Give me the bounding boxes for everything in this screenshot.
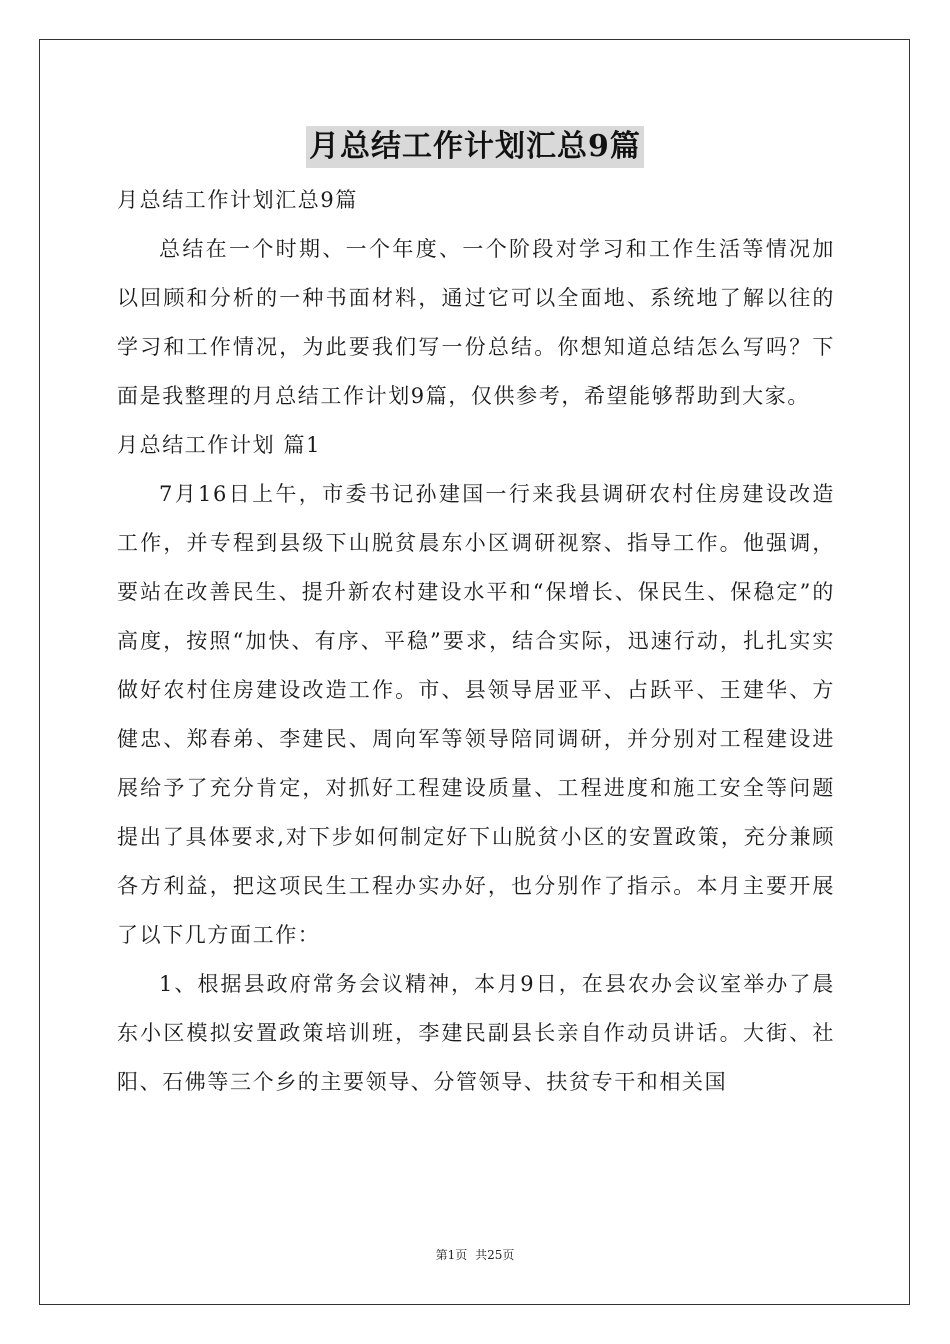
document-title: 月总结工作计划汇总9篇 (306, 126, 644, 168)
page-number: 第1页 (435, 1248, 468, 1262)
page-total: 共25页 (475, 1248, 515, 1262)
body-paragraph-2: 1、根据县政府常务会议精神，本月9日，在县农办会议室举办了晨东小区模拟安置政策培训班，李建民副县长亲自作动员讲话。大街、社阳、石佛等三个乡的主要领导、分管领导、扶贫专干和相关国 (117, 972, 835, 1094)
body-paragraph-1: 7月16日上午，市委书记孙建国一行来我县调研农村住房建设改造工作，并专程到县级下山脱贫晨东小区调研视察、指导工作。他强调，要站在改善民生、提升新农村建设水平和“保增长、保民生、保稳定”的高度，按照“加快、有序、平稳”要求，结合实际，迅速行动，扎扎实实做好农村住房建设改造工作。市、县领导居亚平、占跃平、王建华、方健忠、郑春弟、李建民、周向军等领导陪同调研，并分别对工程建设进展给予了充分肯定，对抓好工程建设质量、工程进度和施工安全等问题提出了具体要求,对下步如何制定好下山脱贫小区的安置政策，充分兼顾各方利益，把这项民生工程办实办好，也分别作了指示。本月主要开展了以下几方面工作： (117, 482, 835, 947)
document-subtitle: 月总结工作计划汇总9篇 (117, 188, 358, 212)
page-footer (0, 1247, 950, 1263)
section-heading: 月总结工作计划 篇1 (117, 433, 322, 457)
document-body (117, 176, 835, 1107)
intro-paragraph: 总结在一个时期、一个年度、一个阶段对学习和工作生活等情况加以回顾和分析的一种书面材料，通过它可以全面地、系统地了解以往的学习和工作情况，为此要我们写一份总结。你想知道总结怎么写吗？下面是我整理的月总结工作计划9篇，仅供参考，希望能够帮助到大家。 (117, 237, 835, 408)
title-container (0, 126, 950, 168)
